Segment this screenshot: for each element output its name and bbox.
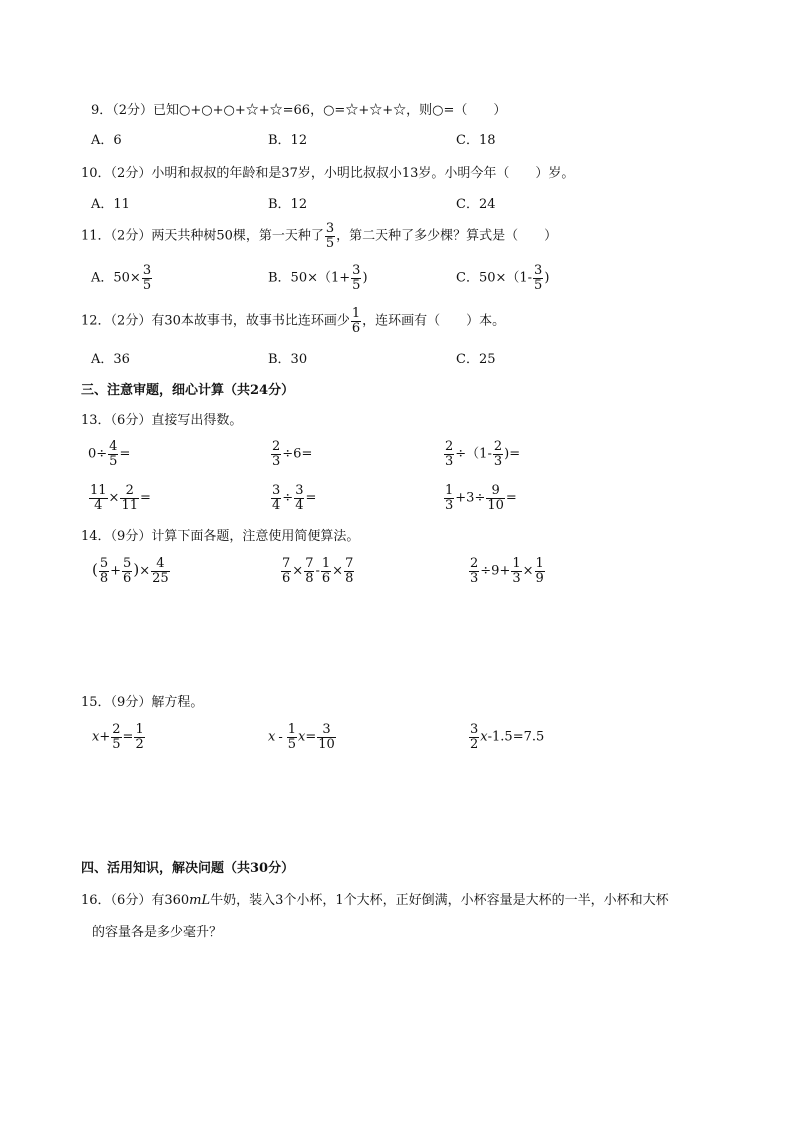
fraction-numerator: 1 xyxy=(535,556,544,571)
fraction-numerator: 11 xyxy=(90,483,107,498)
q15-stem: 15．（9分）解方程。 xyxy=(81,695,204,710)
fraction-denominator: 5 xyxy=(534,277,543,293)
fraction-numerator: 2 xyxy=(120,484,139,499)
fraction-numerator: 3 xyxy=(470,722,479,737)
q11-option-a[interactable] xyxy=(91,264,153,292)
expr-text: +3÷ xyxy=(455,490,486,506)
fraction xyxy=(120,484,139,512)
q13-expr-3 xyxy=(443,440,520,468)
fraction-numerator: 3 xyxy=(295,483,304,498)
option-text: C．50×（1- xyxy=(456,270,533,286)
fraction-numerator: 2 xyxy=(112,722,121,737)
fraction-numerator: 3 xyxy=(317,723,336,738)
section-4-title: 四、活用知识，解决问题（共30分） xyxy=(81,861,295,876)
fraction xyxy=(108,440,118,468)
q10-option-b[interactable]: B．12 xyxy=(268,197,308,212)
fraction xyxy=(535,557,545,585)
q13-expr-6 xyxy=(443,484,517,512)
expr-text: × xyxy=(522,563,534,579)
fraction-denominator: 4 xyxy=(272,497,281,513)
q9-stem: 9．（2分）已知○+○+○+☆+☆=66，○=☆+☆+☆，则○=（ ） xyxy=(91,103,507,118)
option-text: B．50×（1+ xyxy=(268,270,351,286)
fraction-numerator: 1 xyxy=(321,556,331,571)
expr-text: + xyxy=(99,729,111,745)
fraction-numerator: 5 xyxy=(123,556,132,571)
fraction-denominator: 3 xyxy=(512,570,521,586)
fraction-numerator: 2 xyxy=(445,439,454,454)
q12-stem xyxy=(81,307,505,335)
fraction xyxy=(304,557,314,585)
q16-stem xyxy=(81,892,669,910)
q12-stem-pre: 12．（2分）有30本故事书，故事书比连环画少 xyxy=(81,313,350,329)
fraction-numerator: 1 xyxy=(287,722,297,737)
fraction-denominator: 8 xyxy=(99,570,109,586)
fraction-denominator: 5 xyxy=(109,453,118,469)
fraction-numerator: 7 xyxy=(305,556,314,571)
variable-x: x xyxy=(92,729,100,745)
fraction-denominator: 11 xyxy=(121,497,138,513)
fraction xyxy=(444,440,454,468)
q14-stem: 14．（9分）计算下面各题，注意使用简便算法。 xyxy=(81,529,360,544)
fraction-denominator: 5 xyxy=(142,277,152,293)
q15-equation-1 xyxy=(92,723,146,751)
q13-expr-5 xyxy=(270,484,316,512)
expr-text: × xyxy=(292,563,304,579)
q9-option-c[interactable]: C．18 xyxy=(456,133,496,148)
fraction xyxy=(142,264,152,292)
q16-stem-pre: 16．（6分）有360 xyxy=(81,893,190,908)
q15-equation-2 xyxy=(268,723,337,751)
fraction xyxy=(111,723,121,751)
expr-text: ÷（1- xyxy=(455,446,492,462)
fraction-denominator: 3 xyxy=(272,453,281,469)
fraction xyxy=(511,557,521,585)
expr-text: 0÷ xyxy=(88,446,108,462)
fraction-numerator: 3 xyxy=(272,483,281,498)
fraction xyxy=(99,557,109,585)
q13-expr-1 xyxy=(88,440,130,468)
fraction-denominator: 6 xyxy=(282,570,291,586)
expr-text: - xyxy=(278,729,283,745)
q12-stem-post: ，连环画有（ ）本。 xyxy=(362,313,506,329)
fraction xyxy=(271,440,281,468)
fraction-numerator: 9 xyxy=(486,484,505,499)
fraction xyxy=(134,723,144,751)
fraction-denominator: 2 xyxy=(470,736,479,752)
fraction xyxy=(493,440,503,468)
variable-x: x xyxy=(298,729,306,745)
fraction-numerator: 5 xyxy=(99,556,109,571)
q10-option-c[interactable]: C．24 xyxy=(456,197,496,212)
variable-x: x xyxy=(268,729,276,745)
q9-option-b[interactable]: B．12 xyxy=(268,133,308,148)
section-3-title: 三、注意审题，细心计算（共24分） xyxy=(81,383,295,398)
q13-stem: 13．（6分）直接写出得数。 xyxy=(81,413,243,428)
expr-text: ÷9+ xyxy=(480,563,511,579)
expr-text: × xyxy=(108,490,120,506)
fraction-denominator: 4 xyxy=(295,497,304,513)
expr-text: = xyxy=(119,446,131,462)
fraction-numerator: 7 xyxy=(282,556,291,571)
fraction xyxy=(271,484,281,512)
fraction-denominator: 2 xyxy=(135,736,144,752)
q13-expr-2 xyxy=(270,440,312,468)
fraction xyxy=(294,484,304,512)
fraction xyxy=(321,557,331,585)
fraction-numerator: 4 xyxy=(151,557,170,572)
q15-equation-3 xyxy=(468,723,544,751)
expr-text: = xyxy=(305,729,317,745)
q14-expr-3 xyxy=(468,557,546,585)
expr-text: = xyxy=(122,729,134,745)
fraction-denominator: 8 xyxy=(305,570,314,586)
q12-option-a[interactable]: A．36 xyxy=(91,352,130,367)
fraction-numerator: 1 xyxy=(445,483,454,498)
fraction xyxy=(533,264,543,292)
fraction xyxy=(486,484,505,512)
fraction-denominator: 8 xyxy=(345,570,354,586)
q9-option-a[interactable]: A．6 xyxy=(91,133,122,148)
fraction xyxy=(351,264,361,292)
expr-text: = xyxy=(140,490,151,506)
fraction xyxy=(89,484,108,512)
fraction-denominator: 10 xyxy=(318,736,335,752)
paren: ( xyxy=(92,560,98,579)
fraction-denominator: 6 xyxy=(123,570,132,586)
fraction-denominator: 10 xyxy=(487,497,504,513)
fraction-numerator: 2 xyxy=(493,439,503,454)
q16-stem-post: 牛奶，装入3个小杯，1个大杯，正好倒满，小杯容量是大杯的一半，小杯和大杯 xyxy=(210,893,669,908)
fraction-numerator: 7 xyxy=(345,556,354,571)
fraction-numerator: 1 xyxy=(351,306,361,321)
fraction-denominator: 3 xyxy=(493,453,503,469)
q11-option-c[interactable] xyxy=(456,264,549,292)
expr-text: -1.5=7.5 xyxy=(487,729,545,745)
fraction xyxy=(151,557,170,585)
fraction xyxy=(469,723,479,751)
expr-text: × xyxy=(332,563,344,579)
q11-stem-pre: 11．（2分）两天共种树50棵，第一天种了 xyxy=(81,228,324,244)
fraction xyxy=(122,557,132,585)
q14-expr-2 xyxy=(280,557,355,585)
expr-text: )= xyxy=(504,446,521,462)
fraction-numerator: 1 xyxy=(135,722,144,737)
q12-option-b[interactable]: B．30 xyxy=(268,352,308,367)
expr-text: ÷6= xyxy=(282,446,313,462)
expr-text: = xyxy=(505,490,517,506)
fraction-numerator: 2 xyxy=(272,439,281,454)
q13-expr-4 xyxy=(88,484,151,512)
fraction-denominator: 3 xyxy=(445,497,454,513)
fraction-denominator: 25 xyxy=(152,570,169,586)
q12-option-c[interactable]: C．25 xyxy=(456,352,496,367)
expr-text: = xyxy=(305,490,317,506)
q10-option-a[interactable]: A．11 xyxy=(91,197,130,212)
fraction-denominator: 5 xyxy=(112,736,121,752)
fraction-denominator: 9 xyxy=(535,570,544,586)
expr-text: - xyxy=(315,563,320,579)
fraction-numerator: 1 xyxy=(512,556,521,571)
fraction-denominator: 3 xyxy=(470,570,479,586)
q16-stem-line-2: 的容量各是多少毫升？ xyxy=(92,925,223,940)
fraction-denominator: 5 xyxy=(325,235,335,251)
expr-text: + xyxy=(110,563,122,579)
q11-stem-post: ，第二天种了多少棵？算式是（ ） xyxy=(336,228,558,244)
q11-fraction xyxy=(325,222,335,250)
fraction-numerator: 3 xyxy=(352,263,361,278)
fraction-denominator: 4 xyxy=(94,497,103,513)
q14-expr-1 xyxy=(92,557,171,585)
fraction-numerator: 2 xyxy=(470,556,479,571)
q12-fraction xyxy=(351,307,361,335)
fraction-denominator: 6 xyxy=(351,320,361,336)
fraction xyxy=(469,557,479,585)
fraction-numerator: 4 xyxy=(109,439,118,454)
option-text: ) xyxy=(362,270,368,286)
fraction-numerator: 3 xyxy=(534,263,543,278)
q11-stem xyxy=(81,222,557,250)
q11-option-b[interactable] xyxy=(268,264,368,292)
fraction xyxy=(317,723,336,751)
fraction-denominator: 5 xyxy=(287,736,297,752)
fraction-numerator: 3 xyxy=(142,263,152,278)
fraction-denominator: 5 xyxy=(352,277,361,293)
fraction-numerator: 3 xyxy=(325,221,335,236)
q10-stem: 10．（2分）小明和叔叔的年龄和是37岁，小明比叔叔小13岁。小明今年（ ）岁。 xyxy=(81,166,575,181)
paren: ) xyxy=(133,560,140,579)
fraction-denominator: 3 xyxy=(445,453,454,469)
fraction xyxy=(344,557,354,585)
fraction xyxy=(287,723,297,751)
fraction-denominator: 6 xyxy=(321,570,331,586)
option-text: A．50× xyxy=(91,270,141,286)
q16-unit: mL xyxy=(189,893,211,908)
expr-text: × xyxy=(139,563,151,579)
option-text: ) xyxy=(544,270,550,286)
variable-x: x xyxy=(480,729,488,745)
fraction xyxy=(444,484,454,512)
fraction xyxy=(281,557,291,585)
expr-text: ÷ xyxy=(282,490,294,506)
